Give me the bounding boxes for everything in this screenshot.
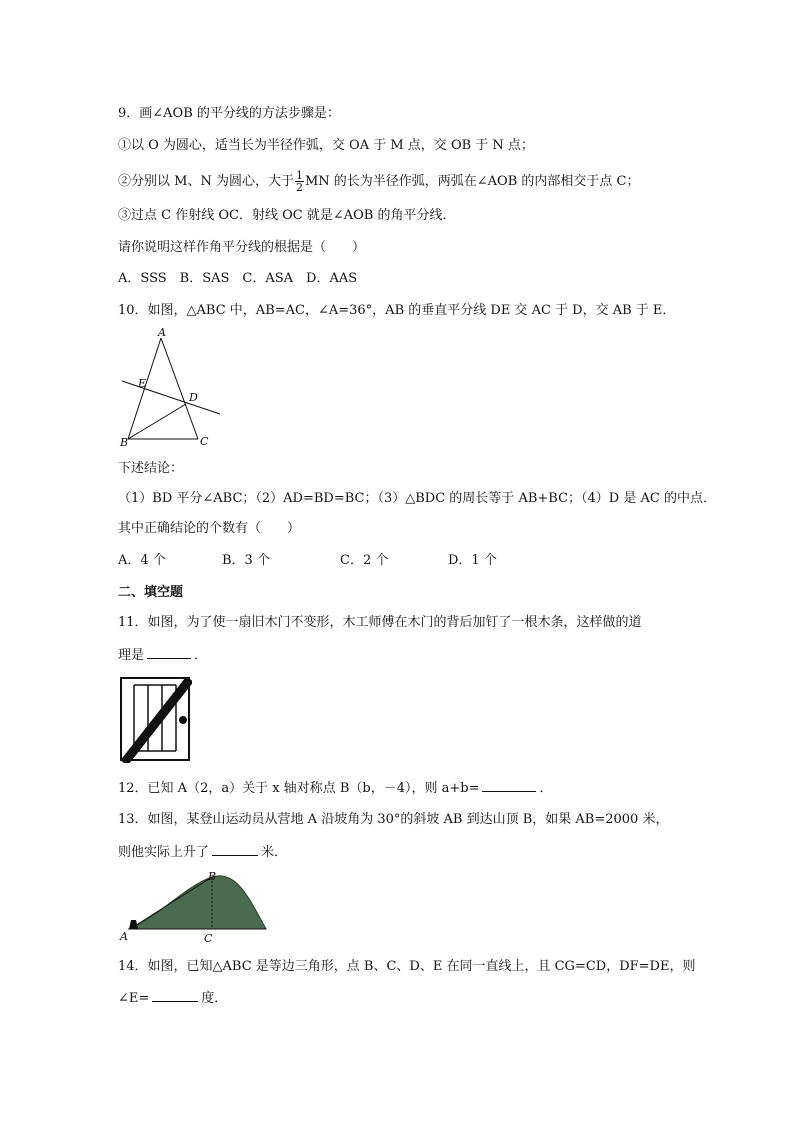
q10-question: 其中正确结论的个数有（ ） [118,521,301,536]
label-a: A [120,930,128,943]
q11-line1: 11．如图，为了使一扇旧木门不变形，木工师傅在木门的背后加钉了一根木条，这样做的道 [118,615,642,630]
q9-options: A．SSS B．SAS C．ASA D．AAS [118,271,358,286]
q13-line2-post: 米． [261,845,288,860]
q9-question: 请你说明这样作角平分线的根据是（ ） [118,240,366,255]
label-a: A [158,326,166,339]
q14-line2-post: 度． [201,991,228,1006]
q14-line2 [118,989,227,1008]
q10-option-d: D．1 个 [448,553,497,568]
door-figure [120,677,192,763]
label-d: D [189,391,198,404]
q9-step2-pre: ②分别以 M、N 为圆心，大于 [118,174,294,189]
fraction-denominator: 2 [295,181,303,194]
line-de [122,381,220,414]
q9-step2-post: MN 的长为半径作弧，两弧在∠AOB 的内部相交于点 C； [304,174,640,189]
climber-icon [129,920,138,929]
answer-blank [482,779,536,792]
section-heading: 二、填空题 [118,585,184,600]
q10-option-b: B．3 个 [222,553,270,568]
answer-blank [212,843,258,856]
answer-blank [147,646,191,659]
label-b: B [208,870,217,883]
fraction-half [295,170,304,193]
q10-option-a: A．4 个 [118,553,166,568]
label-c: C [204,932,213,944]
q13-line2 [118,843,287,862]
q13-line1: 13．如图，某登山运动员从营地 A 沿坡角为 30°的斜坡 AB 到达山顶 B，如果 AB=2000 米， [118,812,669,827]
label-c: C [200,435,209,448]
q10-options [118,552,497,570]
q11-line2-post: ． [194,648,208,663]
q14-line1: 14．如图，已知△ABC 是等边三角形，点 B、C、D、E 在同一直线上，且 CG=CD，DF=DE，则 [118,959,696,974]
q10-title: 10．如图，△ABC 中，AB=AC，∠A=36°，AB 的垂直平分线 DE 交 AC 于 D，交 AB 于 E． [118,303,676,318]
q13-line2-pre: 则他实际上升了 [118,845,210,860]
q11-line2-pre: 理是 [118,648,145,663]
q9-step2 [118,170,639,193]
q12-line [118,779,552,798]
side-ac [161,338,198,439]
q10-option-c: C．2 个 [340,553,389,568]
q10-intro: 下述结论： [118,461,184,476]
fraction-numerator: 1 [295,169,303,182]
label-e: E [138,377,147,390]
q9-step1: ①以 O 为圆心，适当长为半径作弧，交 OA 于 M 点，交 OB 于 N 点； [118,138,534,153]
q11-line2 [118,646,207,665]
q9-title: 9．画∠AOB 的平分线的方法步骤是： [118,106,340,121]
mountain-figure [116,868,276,944]
label-b: B [120,436,129,449]
q14-line2-pre: ∠E= [118,991,150,1006]
q9-step3: ③过点 C 作射线 OC．射线 OC 就是∠AOB 的角平分线． [118,208,456,223]
segment-bd [128,404,186,439]
q12-pre: 12．已知 A（2，a）关于 x 轴对称点 B（b，－4），则 a+b= [118,781,480,796]
answer-blank [152,989,198,1002]
mountain-shape [130,876,266,929]
q10-conclusions: （1）BD 平分∠ABC；（2）AD=BD=BC；（3）△BDC 的周长等于 AB+BC；（4）D 是 AC 的中点． [118,491,716,506]
q12-post: ． [539,781,553,796]
door-knob [179,716,187,724]
triangle-figure [116,326,228,450]
